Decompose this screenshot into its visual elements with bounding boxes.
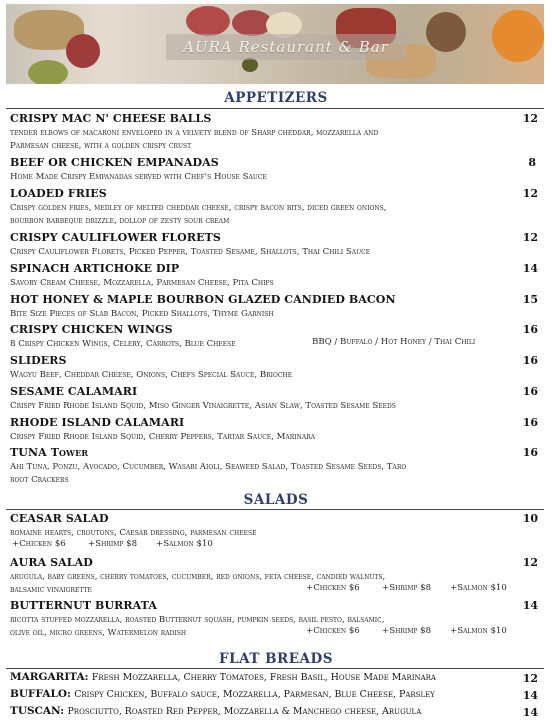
item-price: 12 [522, 112, 538, 125]
item-price: 14 [522, 262, 538, 275]
addon-chicken: +Chicken $6 [306, 626, 360, 636]
addon-shrimp: +Shrimp $8 [88, 539, 138, 549]
item-description: arugula, baby greens, cherry tomatoes, cucumber, red onions, feta cheese, candied walnuts, [10, 572, 386, 582]
item-name: SPINACH ARTICHOKE DIP [10, 262, 180, 275]
item-name: LOADED FRIES [10, 187, 107, 200]
addon-shrimp: +Shrimp $8 [382, 626, 432, 636]
item-description: Savory Cream Cheese, Mozzarella, Parmesan Cheese, Pita Chips [10, 278, 274, 288]
item-name: CRISPY MAC N' CHEESE BALLS [10, 112, 212, 125]
addon-salmon: +Salmon $10 [450, 626, 507, 636]
flatbreads-heading: FLAT BREADS [219, 651, 333, 667]
divider [6, 668, 544, 669]
salami-image [186, 6, 230, 36]
item-price: 16 [522, 354, 538, 367]
addon-shrimp: +Shrimp $8 [382, 583, 432, 593]
olives-image [28, 60, 68, 84]
item-price: 16 [522, 385, 538, 398]
item-description: Parmesan cheese, with a golden crispy crust [10, 141, 192, 151]
item-description: Ahi Tuna, Ponzu, Avocado, Cucumber, Wasabi Aioli, Seaweed Salad, Toasted Sesame Seeds, Taro [10, 462, 407, 472]
orange-image [492, 10, 544, 62]
appetizers-heading: APPETIZERS [224, 90, 328, 106]
item-price: 12 [522, 231, 538, 244]
item-description: Bite Size Pieces of Slab Bacon, Picked Shallots, Thyme Garnish [10, 309, 274, 319]
item-description: ricotta stuffed mozzarella, roasted Butternut squash, pumpkin seeds, basil pesto, balsamic, [10, 615, 385, 625]
item-name: CRISPY CHICKEN WINGS [10, 323, 173, 336]
item-price: 14 [522, 706, 538, 719]
item-price: 16 [522, 446, 538, 459]
item-name: TUSCAN: [10, 705, 65, 717]
item-description: Crispy Chicken, Buffalo sauce, Mozzarella, Parmesan, Blue Cheese, Parsley [74, 689, 435, 700]
sauce-options: BBQ / Buffalo / Hot Honey / Thai Chili [312, 337, 476, 347]
item-name: AURA SALAD [10, 556, 93, 569]
item-description: Crispy Fried Rhode Island Squid, Cherry Peppers, Tartar Sauce, Marinara [10, 432, 316, 442]
item-description: Crispy Fried Rhode Island Squid, Miso Ginger Vinaigrette, Asian Slaw, Toasted Sesame Seeds [10, 401, 396, 411]
restaurant-name: AURA Restaurant & Bar [166, 34, 406, 60]
addon-chicken: +Chicken $6 [12, 539, 66, 549]
item-name: MARGARITA: [10, 671, 89, 683]
flatbread-item [10, 688, 435, 700]
item-price: 16 [522, 323, 538, 336]
item-description: Crispy Cauliflower Florets, Picked Pepper, Toasted Sesame, Shallots, Thai Chili Sauce [10, 247, 371, 257]
bowl-image [426, 12, 466, 52]
item-price: 14 [522, 599, 538, 612]
item-description: romaine hearts, croutons, Caesar dressing, parmesan cheese [10, 528, 257, 538]
item-description: balsamic vinaigrette [10, 585, 92, 595]
item-name: RHODE ISLAND CALAMARI [10, 416, 185, 429]
item-price: 12 [522, 672, 538, 685]
item-description: root Crackers [10, 475, 69, 485]
item-price: 8 [528, 156, 536, 169]
item-name: BEEF OR CHICKEN EMPANADAS [10, 156, 219, 169]
item-price: 12 [522, 556, 538, 569]
item-description: Fresh Mozzarella, Cherry Tomatoes, Fresh Basil, House Made Marinara [91, 672, 436, 683]
addon-salmon: +Salmon $10 [156, 539, 213, 549]
flatbread-item [10, 671, 436, 683]
item-price: 16 [522, 416, 538, 429]
divider [6, 108, 544, 109]
item-name: BUTTERNUT BURRATA [10, 599, 157, 612]
item-description: tender elbows of macaroni enveloped in a velvety blend of Sharp cheddar, mozzarella and [10, 128, 379, 138]
item-description: bourbon barbeque drizzle, dollop of zesty sour cream [10, 216, 230, 226]
item-description: Crispy golden fries, medley of melted cheddar cheese, crispy bacon bits, diced green onions, [10, 203, 387, 213]
divider [6, 509, 544, 510]
item-price: 14 [522, 689, 538, 702]
flatbread-item [10, 705, 421, 717]
item-price: 10 [522, 512, 538, 525]
item-name: HOT HONEY & MAPLE BOURBON GLAZED CANDIED BACON [10, 293, 396, 306]
item-price: 15 [522, 293, 538, 306]
salads-heading: SALADS [243, 492, 309, 508]
item-name: CEASAR SALAD [10, 512, 109, 525]
addon-chicken: +Chicken $6 [306, 583, 360, 593]
item-name: CRISPY CAULIFLOWER FLORETS [10, 231, 221, 244]
item-description: Prosciutto, Roasted Red Pepper, Mozzarella & Manchego cheese, Arugula [67, 706, 422, 717]
item-description: olive oil, micro greens, Watermelon radish [10, 628, 187, 638]
menu-banner [6, 4, 544, 84]
item-name: SESAME CALAMARI [10, 385, 138, 398]
item-name: TUNA Tower [10, 446, 89, 459]
item-price: 12 [522, 187, 538, 200]
item-description: 8 Crispy Chicken Wings, Celery, Carrots, Blue Cheese [10, 339, 236, 349]
salami-image [66, 34, 100, 68]
item-name: SLIDERS [10, 354, 67, 367]
olive-image [242, 58, 258, 72]
item-name: BUFFALO: [10, 688, 71, 700]
addon-salmon: +Salmon $10 [450, 583, 507, 593]
item-description: Wagyu Beef, Cheddar Cheese, Onions, Chefs Special Sauce, Brioche [10, 370, 293, 380]
item-description: Home Made Crispy Empanadas served with Chef's House Sauce [10, 172, 267, 182]
